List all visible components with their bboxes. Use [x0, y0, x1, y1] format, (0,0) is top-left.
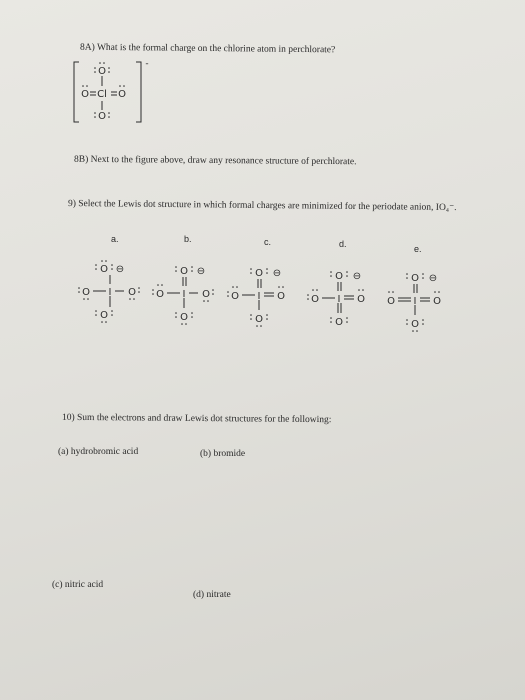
svg-text:I: I — [413, 296, 417, 307]
svg-text:⊖: ⊖ — [115, 264, 125, 275]
svg-text:O: O — [387, 296, 395, 307]
option-c-label: c. — [264, 237, 272, 247]
atom-o-top: O — [98, 66, 106, 77]
perchlorate-atoms — [81, 59, 149, 122]
option-e-label: e. — [414, 244, 422, 254]
atom-o-bottom: O — [98, 111, 106, 122]
option-b-structure — [152, 266, 214, 325]
svg-text:O: O — [100, 264, 108, 275]
svg-text:O: O — [180, 312, 188, 323]
svg-text:O: O — [357, 294, 365, 305]
svg-text:I: I — [108, 287, 112, 298]
atom-cl: Cl — [97, 89, 107, 100]
right-bracket — [136, 62, 141, 122]
charge-minus: - — [145, 59, 149, 69]
part-b-bromide: (b) bromide — [200, 449, 246, 459]
atom-o-left: O — [81, 89, 89, 100]
svg-text:O: O — [82, 287, 90, 298]
svg-text:I: I — [337, 294, 341, 305]
svg-text:O: O — [180, 266, 188, 277]
svg-text:O: O — [128, 287, 136, 298]
option-b-label: b. — [184, 234, 192, 244]
svg-text:O: O — [433, 296, 441, 307]
question-9: 9) Select the Lewis dot structure in which formal charges are minimized for the periodate anion, IO₄⁻. — [67, 198, 457, 214]
option-d-structure — [307, 271, 365, 328]
part-d-nitrate: (d) nitrate — [193, 590, 231, 600]
svg-text:O: O — [335, 317, 343, 328]
question-8b: 8B) Next to the figure above, draw any resonance structure of perchlorate. — [73, 154, 357, 168]
option-e-structure — [387, 273, 441, 332]
svg-text:O: O — [255, 314, 263, 325]
svg-text:O: O — [277, 291, 285, 302]
svg-text:⊖: ⊖ — [352, 271, 362, 282]
svg-text:O: O — [202, 289, 210, 300]
atom-o-right: O — [118, 89, 126, 100]
svg-text:O: O — [311, 294, 319, 305]
svg-text:⊖: ⊖ — [196, 266, 206, 277]
svg-text:O: O — [411, 319, 419, 330]
svg-text:I: I — [257, 291, 261, 302]
question-10: 10) Sum the electrons and draw Lewis dot structures for the following: — [61, 412, 332, 426]
svg-text:O: O — [411, 273, 419, 284]
option-a-label: a. — [111, 234, 119, 244]
question-8a: 8A) What is the formal charge on the chlorine atom in perchlorate? — [79, 42, 336, 56]
part-a-hydrobromic-acid: (a) hydrobromic acid — [58, 447, 139, 457]
left-bracket — [74, 62, 79, 122]
option-d-label: d. — [339, 239, 347, 249]
option-a-structure — [78, 260, 140, 323]
svg-text:I: I — [182, 289, 186, 300]
svg-text:⊖: ⊖ — [428, 273, 438, 284]
svg-text:O: O — [335, 271, 343, 282]
svg-text:O: O — [231, 291, 239, 302]
part-c-nitric-acid: (c) nitric acid — [52, 580, 104, 590]
svg-text:O: O — [156, 289, 164, 300]
svg-text:O: O — [100, 310, 108, 321]
svg-text:⊖: ⊖ — [272, 268, 282, 279]
svg-text:O: O — [255, 268, 263, 279]
option-c-structure — [227, 268, 285, 327]
